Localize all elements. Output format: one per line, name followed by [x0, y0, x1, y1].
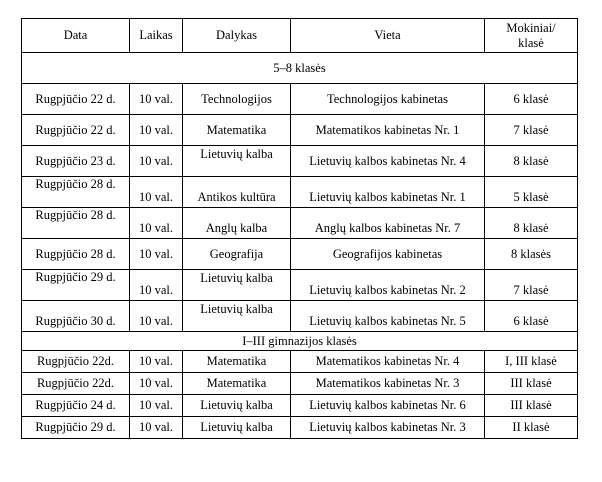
cell-date: Rugpjūčio 29 d.	[22, 417, 130, 439]
cell-place: Geografijos kabinetas	[291, 239, 485, 270]
cell-students: III klasė	[485, 373, 578, 395]
header-time: Laikas	[130, 19, 183, 53]
cell-place: Anglų kalbos kabinetas Nr. 7	[291, 208, 485, 239]
cell-place: Lietuvių kalbos kabinetas Nr. 5	[291, 301, 485, 332]
cell-subject: Geografija	[183, 239, 291, 270]
cell-students: III klasė	[485, 395, 578, 417]
cell-subject: Matematika	[183, 373, 291, 395]
cell-students: 7 klasė	[485, 115, 578, 146]
cell-place: Lietuvių kalbos kabinetas Nr. 3	[291, 417, 485, 439]
cell-time: 10 val.	[130, 395, 183, 417]
cell-students: 6 klasė	[485, 84, 578, 115]
header-place: Vieta	[291, 19, 485, 53]
cell-students: 8 klasė	[485, 208, 578, 239]
table-row	[22, 395, 578, 417]
cell-subject: Matematika	[183, 115, 291, 146]
cell-subject: Matematika	[183, 351, 291, 373]
table-row	[22, 146, 578, 177]
cell-students: 7 klasė	[485, 270, 578, 301]
cell-date: Rugpjūčio 22 d.	[22, 84, 130, 115]
cell-place: Lietuvių kalbos kabinetas Nr. 4	[291, 146, 485, 177]
cell-students: 6 klasė	[485, 301, 578, 332]
cell-students: I, III klasė	[485, 351, 578, 373]
cell-subject: Lietuvių kalba	[183, 395, 291, 417]
cell-date: Rugpjūčio 29 d.	[22, 270, 130, 301]
section-title: 5–8 klasės	[22, 53, 578, 84]
cell-time: 10 val.	[130, 208, 183, 239]
cell-date: Rugpjūčio 28 d.	[22, 177, 130, 208]
table-row	[22, 270, 578, 301]
cell-subject: Lietuvių kalba	[183, 301, 291, 332]
cell-place: Matematikos kabinetas Nr. 3	[291, 373, 485, 395]
cell-subject: Anglų kalba	[183, 208, 291, 239]
cell-time: 10 val.	[130, 84, 183, 115]
cell-time: 10 val.	[130, 417, 183, 439]
table-row	[22, 239, 578, 270]
cell-time: 10 val.	[130, 177, 183, 208]
section-title: I–III gimnazijos klasės	[22, 332, 578, 351]
cell-date: Rugpjūčio 28 d.	[22, 208, 130, 239]
cell-date: Rugpjūčio 23 d.	[22, 146, 130, 177]
cell-date: Rugpjūčio 22d.	[22, 351, 130, 373]
cell-time: 10 val.	[130, 301, 183, 332]
cell-time: 10 val.	[130, 146, 183, 177]
cell-place: Matematikos kabinetas Nr. 4	[291, 351, 485, 373]
section-header-row	[22, 53, 578, 84]
header-date: Data	[22, 19, 130, 53]
cell-subject: Lietuvių kalba	[183, 417, 291, 439]
cell-time: 10 val.	[130, 115, 183, 146]
cell-place: Matematikos kabinetas Nr. 1	[291, 115, 485, 146]
cell-students: II klasė	[485, 417, 578, 439]
section-header-row	[22, 332, 578, 351]
schedule-table	[21, 18, 578, 439]
cell-place: Lietuvių kalbos kabinetas Nr. 1	[291, 177, 485, 208]
cell-time: 10 val.	[130, 373, 183, 395]
cell-students: 8 klasės	[485, 239, 578, 270]
table-row	[22, 208, 578, 239]
cell-subject: Antikos kultūra	[183, 177, 291, 208]
table-row	[22, 373, 578, 395]
cell-place: Lietuvių kalbos kabinetas Nr. 2	[291, 270, 485, 301]
cell-place: Lietuvių kalbos kabinetas Nr. 6	[291, 395, 485, 417]
table-row	[22, 417, 578, 439]
cell-subject: Lietuvių kalba	[183, 146, 291, 177]
cell-time: 10 val.	[130, 270, 183, 301]
cell-subject: Technologijos	[183, 84, 291, 115]
header-subject: Dalykas	[183, 19, 291, 53]
cell-subject: Lietuvių kalba	[183, 270, 291, 301]
cell-students: 8 klasė	[485, 146, 578, 177]
cell-date: Rugpjūčio 28 d.	[22, 239, 130, 270]
table-row	[22, 84, 578, 115]
table-row	[22, 177, 578, 208]
table-row	[22, 115, 578, 146]
cell-students: 5 klasė	[485, 177, 578, 208]
header-row	[22, 19, 578, 53]
cell-date: Rugpjūčio 30 d.	[22, 301, 130, 332]
cell-date: Rugpjūčio 22d.	[22, 373, 130, 395]
cell-time: 10 val.	[130, 351, 183, 373]
header-students: Mokiniai/ klasė	[485, 19, 578, 53]
table-row	[22, 351, 578, 373]
cell-place: Technologijos kabinetas	[291, 84, 485, 115]
cell-date: Rugpjūčio 24 d.	[22, 395, 130, 417]
cell-date: Rugpjūčio 22 d.	[22, 115, 130, 146]
table-row	[22, 301, 578, 332]
cell-time: 10 val.	[130, 239, 183, 270]
